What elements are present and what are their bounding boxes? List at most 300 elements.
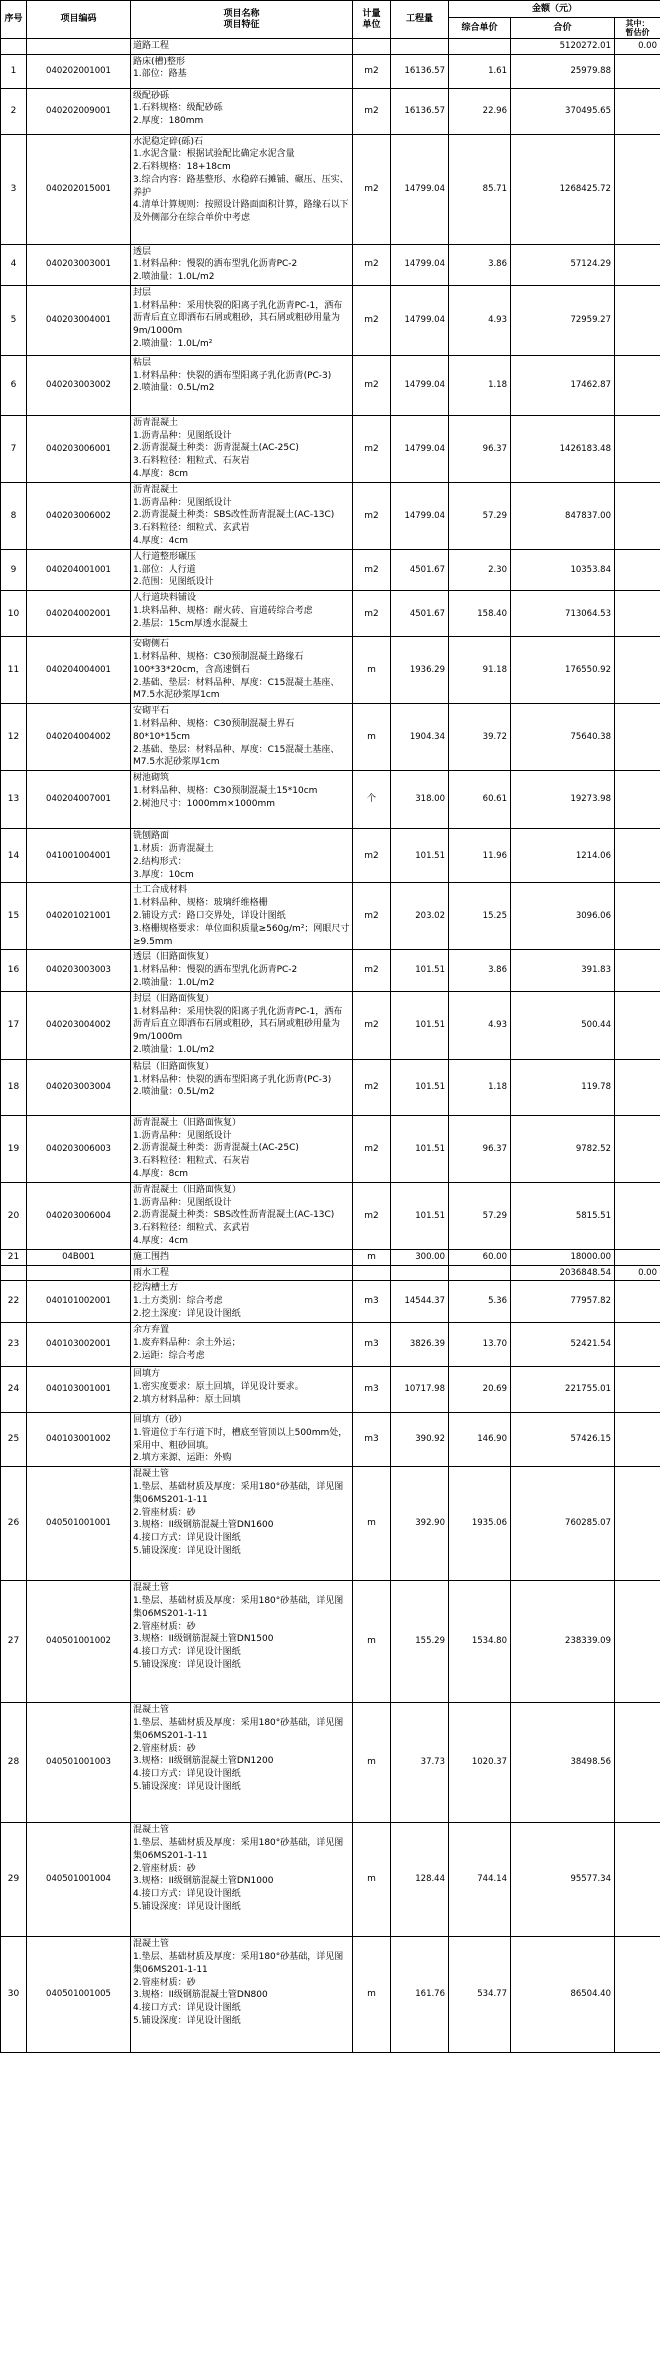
row-qty: 101.51 [391,950,449,991]
table-row [1,244,660,285]
row-seq: 17 [1,991,27,1059]
row-name-features: 封层（旧路面恢复） 1.材料品种：采用快裂的阳离子乳化沥青PC-1，洒布沥青后直立即洒布石屑或粗砂，其石屑或粗砂用量为9m/1000m 2.喷油量：1.0L/m2 [131,991,353,1059]
row-estimate [615,1703,660,1823]
row-total: 19273.98 [511,771,615,829]
row-estimate [615,88,660,134]
section-row [1,39,660,55]
section-estimate: 0.00 [615,1265,660,1281]
row-code: 040501001001 [27,1467,131,1581]
section-row [1,1265,660,1281]
row-unit: m2 [353,415,391,482]
row-name-features: 回填方 1.密实度要求：原土回填，详见设计要求。 2.填方材料品种：原土回填 [131,1367,353,1413]
row-name-features: 水泥稳定碎(砾)石 1.水泥含量：根据试验配比确定水泥含量 2.石料规格：18+18cm 3.综合内容：路基整形、水稳碎石摊铺、碾压、压实、养护 4.清单计算规则：按照设计路面面积计算，路缘石以下及外侧部分在综合单价中考虑 [131,134,353,244]
row-qty: 161.76 [391,1937,449,2053]
row-estimate [615,244,660,285]
row-name-features: 透层 1.材料品种：慢裂的洒布型乳化沥青PC-2 2.喷油量：1.0L/m2 [131,244,353,285]
row-unit: m3 [353,1323,391,1367]
table-row [1,829,660,883]
row-seq: 1 [1,54,27,88]
row-total: 500.44 [511,991,615,1059]
row-name-features: 余方弃置 1.废弃料品种：余土外运； 2.运距：综合考虑 [131,1323,353,1367]
header-amount-group: 金额（元） [449,1,660,18]
row-unit: 个 [353,771,391,829]
row-qty: 203.02 [391,883,449,950]
row-unit: m2 [353,355,391,415]
section-estimate: 0.00 [615,39,660,55]
row-name-features: 人行道整形碾压 1.部位：人行道 2.范围：见图纸设计 [131,549,353,590]
row-unit-price: 1.18 [449,1059,511,1115]
row-name-features: 人行道块料铺设 1.块料品种、规格：耐火砖、盲道砖综合考虑 2.基层：15cm厚透水混凝土 [131,591,353,637]
row-unit-price: 1.61 [449,54,511,88]
row-seq: 4 [1,244,27,285]
row-qty: 101.51 [391,1059,449,1115]
header-code: 项目编码 [27,1,131,39]
table-row [1,883,660,950]
row-estimate [615,482,660,549]
row-unit: m2 [353,88,391,134]
row-unit-price: 3.86 [449,244,511,285]
row-qty: 16136.57 [391,88,449,134]
row-unit: m3 [353,1413,391,1467]
row-total: 760285.07 [511,1467,615,1581]
row-qty: 14799.04 [391,415,449,482]
row-code: 040103002001 [27,1323,131,1367]
header-name-line1: 项目名称 [223,8,260,19]
row-total: 5815.51 [511,1182,615,1249]
row-estimate [615,1467,660,1581]
row-total: 847837.00 [511,482,615,549]
row-seq: 18 [1,1059,27,1115]
table-row [1,1323,660,1367]
table-row [1,771,660,829]
section-unit-cell [353,39,391,55]
row-code: 040203004001 [27,285,131,355]
row-qty: 4501.67 [391,549,449,590]
header-unit-line1: 计量 [362,8,381,19]
row-name-features: 回填方（砂） 1.管道位于车行道下时，槽底至管顶以上500mm处，采用中、粗砂回填。 2.填方来源、运距：外购 [131,1413,353,1467]
row-unit-price: 1935.06 [449,1467,511,1581]
row-estimate [615,991,660,1059]
row-seq: 13 [1,771,27,829]
row-total: 38498.56 [511,1703,615,1823]
table-row [1,549,660,590]
row-code: 040202009001 [27,88,131,134]
table-row [1,134,660,244]
row-unit-price: 534.77 [449,1937,511,2053]
row-unit: m2 [353,1182,391,1249]
row-unit: m2 [353,285,391,355]
row-total: 1214.06 [511,829,615,883]
row-estimate [615,771,660,829]
row-total: 1268425.72 [511,134,615,244]
row-code: 04B001 [27,1249,131,1265]
header-est-line1: 其中： [625,19,650,28]
row-estimate [615,1823,660,1937]
row-unit-price: 158.40 [449,591,511,637]
row-name-features: 级配砂砾 1.石料规格：级配砂砾 2.厚度：180mm [131,88,353,134]
section-title: 道路工程 [131,39,353,55]
table-row [1,285,660,355]
row-estimate [615,1367,660,1413]
row-code: 040203003003 [27,950,131,991]
row-qty: 390.92 [391,1413,449,1467]
table-row [1,704,660,771]
row-qty: 128.44 [391,1823,449,1937]
row-unit: m2 [353,1115,391,1182]
row-unit-price: 39.72 [449,704,511,771]
row-seq: 12 [1,704,27,771]
row-qty: 392.90 [391,1467,449,1581]
row-total: 176550.92 [511,637,615,704]
row-unit-price: 1020.37 [449,1703,511,1823]
row-estimate [615,1115,660,1182]
row-seq: 27 [1,1581,27,1703]
row-estimate [615,54,660,88]
table-row [1,1059,660,1115]
header-qty: 工程量 [391,1,449,39]
row-unit: m [353,1937,391,2053]
row-total: 10353.84 [511,549,615,590]
row-code: 041001004001 [27,829,131,883]
row-unit: m [353,1581,391,1703]
row-unit-price: 60.00 [449,1249,511,1265]
row-name-features: 安砌侧石 1.材料品种、规格：C30预制混凝土路缘石100*33*20cm，含高速倒石 2.基础、垫层：材料品种、厚度：C15混凝土基座、M7.5水泥砂浆厚1cm [131,637,353,704]
table-body [1,39,660,2053]
row-total: 57124.29 [511,244,615,285]
row-seq: 5 [1,285,27,355]
row-seq: 7 [1,415,27,482]
row-qty: 101.51 [391,1182,449,1249]
row-qty: 14799.04 [391,285,449,355]
row-name-features: 混凝土管 1.垫层、基础材质及厚度：采用180°砂基础，详见图集06MS201-1-11 2.管座材质：砂 3.规格：II级钢筋混凝土管DN1200 4.接口方式：详见设计图纸 5.铺设深度：详见设计图纸 [131,1703,353,1823]
row-total: 75640.38 [511,704,615,771]
row-seq: 16 [1,950,27,991]
header-est-line2: 暂估价 [625,28,650,37]
row-seq: 2 [1,88,27,134]
row-code: 040203003004 [27,1059,131,1115]
header-seq: 序号 [1,1,27,39]
row-estimate [615,415,660,482]
row-estimate [615,1323,660,1367]
section-code-cell [27,1265,131,1281]
row-unit-price: 4.93 [449,285,511,355]
table-row [1,1823,660,1937]
row-seq: 8 [1,482,27,549]
row-seq: 30 [1,1937,27,2053]
row-code: 040204002001 [27,591,131,637]
row-qty: 1936.29 [391,637,449,704]
row-estimate [615,1937,660,2053]
row-unit-price: 60.61 [449,771,511,829]
row-unit: m2 [353,54,391,88]
row-code: 040501001004 [27,1823,131,1937]
row-name-features: 混凝土管 1.垫层、基础材质及厚度：采用180°砂基础，详见图集06MS201-1-11 2.管座材质：砂 3.规格：II级钢筋混凝土管DN1000 4.接口方式：详见设计图纸 5.铺设深度：详见设计图纸 [131,1823,353,1937]
row-unit-price: 13.70 [449,1323,511,1367]
table-row [1,591,660,637]
row-seq: 28 [1,1703,27,1823]
row-seq: 26 [1,1467,27,1581]
section-seq-cell [1,39,27,55]
section-seq-cell [1,1265,27,1281]
row-code: 040203003002 [27,355,131,415]
row-name-features: 铣刨路面 1.材质：沥青混凝土 2.结构形式： 3.厚度：10cm [131,829,353,883]
row-total: 238339.09 [511,1581,615,1703]
row-code: 040201021001 [27,883,131,950]
row-name-features: 沥青混凝土 1.沥青品种：见图纸设计 2.沥青混凝土种类：沥青混凝土(AC-25C) 3.石料粒径：粗粒式、石灰岩 4.厚度：8cm [131,415,353,482]
table-row [1,1281,660,1323]
row-qty: 101.51 [391,829,449,883]
row-unit: m [353,1703,391,1823]
row-total: 9782.52 [511,1115,615,1182]
row-estimate [615,637,660,704]
header-unit-line2: 单位 [362,19,381,30]
row-unit-price: 744.14 [449,1823,511,1937]
row-code: 040101002001 [27,1281,131,1323]
row-qty: 101.51 [391,1115,449,1182]
row-seq: 29 [1,1823,27,1937]
row-unit: m2 [353,883,391,950]
table-row [1,1581,660,1703]
row-total: 391.83 [511,950,615,991]
row-estimate [615,549,660,590]
row-name-features: 安砌平石 1.材料品种、规格：C30预制混凝土界石80*10*15cm 2.基础、垫层：材料品种、厚度：C15混凝土基座、M7.5水泥砂浆厚1cm [131,704,353,771]
row-qty: 101.51 [391,991,449,1059]
row-unit: m2 [353,950,391,991]
row-seq: 10 [1,591,27,637]
row-unit: m2 [353,482,391,549]
table-row [1,991,660,1059]
row-total: 1426183.48 [511,415,615,482]
row-unit: m2 [353,1059,391,1115]
row-code: 040204004001 [27,637,131,704]
row-seq: 20 [1,1182,27,1249]
row-code: 040501001002 [27,1581,131,1703]
row-total: 57426.15 [511,1413,615,1467]
row-qty: 318.00 [391,771,449,829]
row-seq: 24 [1,1367,27,1413]
row-estimate [615,883,660,950]
row-name-features: 混凝土管 1.垫层、基础材质及厚度：采用180°砂基础，详见图集06MS201-1-11 2.管座材质：砂 3.规格：II级钢筋混凝土管DN1500 4.接口方式：详见设计图纸 5.铺设深度：详见设计图纸 [131,1581,353,1703]
row-seq: 11 [1,637,27,704]
table-row [1,1367,660,1413]
row-name-features: 施工围挡 [131,1249,353,1265]
row-unit: m2 [353,591,391,637]
row-estimate [615,591,660,637]
table-row [1,482,660,549]
row-code: 040501001003 [27,1703,131,1823]
section-qty-cell [391,39,449,55]
row-estimate [615,1249,660,1265]
row-unit: m2 [353,244,391,285]
row-unit: m [353,637,391,704]
section-price-cell [449,39,511,55]
table-row [1,1413,660,1467]
row-total: 713064.53 [511,591,615,637]
row-seq: 19 [1,1115,27,1182]
row-code: 040204007001 [27,771,131,829]
row-name-features: 粘层 1.材料品种：快裂的洒布型阳离子乳化沥青(PC-3) 2.喷油量：0.5L/m2 [131,355,353,415]
table-row [1,1703,660,1823]
row-name-features: 混凝土管 1.垫层、基础材质及厚度：采用180°砂基础，详见图集06MS201-1-11 2.管座材质：砂 3.规格：II级钢筋混凝土管DN800 4.接口方式：详见设计图纸 5.铺设深度：详见设计图纸 [131,1937,353,2053]
table-row [1,415,660,482]
row-total: 370495.65 [511,88,615,134]
row-estimate [615,829,660,883]
row-qty: 1904.34 [391,704,449,771]
row-code: 040202015001 [27,134,131,244]
row-total: 77957.82 [511,1281,615,1323]
row-name-features: 路床(槽)整形 1.部位：路基 [131,54,353,88]
row-unit: m2 [353,829,391,883]
row-unit-price: 5.36 [449,1281,511,1323]
header-estimate [615,18,660,39]
row-seq: 6 [1,355,27,415]
row-unit-price: 1.18 [449,355,511,415]
row-estimate [615,704,660,771]
table-row [1,1115,660,1182]
row-qty: 3826.39 [391,1323,449,1367]
row-code: 040103001001 [27,1367,131,1413]
row-code: 040204004002 [27,704,131,771]
table-row [1,950,660,991]
header-name-line2: 项目特征 [223,19,260,30]
row-name-features: 沥青混凝土（旧路面恢复） 1.沥青品种：见图纸设计 2.沥青混凝土种类：SBS改性沥青混凝土(AC-13C) 3.石料粒径：细粒式、玄武岩 4.厚度：4cm [131,1182,353,1249]
row-unit-price: 15.25 [449,883,511,950]
row-estimate [615,285,660,355]
row-unit-price: 96.37 [449,1115,511,1182]
row-estimate [615,355,660,415]
row-name-features: 挖沟槽土方 1.土方类别：综合考虑 2.挖土深度：详见设计图纸 [131,1281,353,1323]
row-unit: m [353,1249,391,1265]
row-code: 040204001001 [27,549,131,590]
row-unit-price: 4.93 [449,991,511,1059]
table-row [1,1937,660,2053]
row-qty: 14799.04 [391,355,449,415]
row-seq: 23 [1,1323,27,1367]
row-total: 52421.54 [511,1323,615,1367]
header-name [131,1,353,39]
header-total: 合价 [511,18,615,39]
row-unit: m [353,704,391,771]
section-unit-cell [353,1265,391,1281]
row-total: 119.78 [511,1059,615,1115]
row-seq: 14 [1,829,27,883]
row-qty: 14799.04 [391,134,449,244]
row-code: 040103001002 [27,1413,131,1467]
row-seq: 21 [1,1249,27,1265]
row-qty: 14799.04 [391,482,449,549]
row-code: 040203006003 [27,1115,131,1182]
row-total: 3096.06 [511,883,615,950]
row-seq: 22 [1,1281,27,1323]
row-estimate [615,1413,660,1467]
section-title: 雨水工程 [131,1265,353,1281]
table-row [1,637,660,704]
row-total: 25979.88 [511,54,615,88]
section-price-cell [449,1265,511,1281]
row-qty: 4501.67 [391,591,449,637]
row-seq: 15 [1,883,27,950]
row-estimate [615,1059,660,1115]
row-total: 221755.01 [511,1367,615,1413]
row-estimate [615,1182,660,1249]
row-unit: m3 [353,1281,391,1323]
header-unit-price: 综合单价 [449,18,511,39]
table-row [1,88,660,134]
row-seq: 9 [1,549,27,590]
row-qty: 155.29 [391,1581,449,1703]
row-qty: 14544.37 [391,1281,449,1323]
row-code: 040203006002 [27,482,131,549]
table-row [1,355,660,415]
row-qty: 16136.57 [391,54,449,88]
row-qty: 300.00 [391,1249,449,1265]
section-qty-cell [391,1265,449,1281]
row-qty: 37.73 [391,1703,449,1823]
row-code: 040203003001 [27,244,131,285]
row-unit-price: 57.29 [449,1182,511,1249]
row-unit: m [353,1467,391,1581]
row-name-features: 沥青混凝土（旧路面恢复） 1.沥青品种：见图纸设计 2.沥青混凝土种类：沥青混凝土(AC-25C) 3.石料粒径：粗粒式、石灰岩 4.厚度：8cm [131,1115,353,1182]
row-name-features: 封层 1.材料品种：采用快裂的阳离子乳化沥青PC-1，洒布沥青后直立即洒布石屑或粗砂，其石屑或粗砂用量为9m/1000m 2.喷油量：1.0L/m² [131,285,353,355]
row-unit-price: 3.86 [449,950,511,991]
row-qty: 10717.98 [391,1367,449,1413]
row-estimate [615,950,660,991]
row-unit-price: 146.90 [449,1413,511,1467]
row-unit-price: 20.69 [449,1367,511,1413]
row-unit-price: 91.18 [449,637,511,704]
row-total: 72959.27 [511,285,615,355]
row-unit: m2 [353,549,391,590]
row-qty: 14799.04 [391,244,449,285]
row-estimate [615,1581,660,1703]
row-seq: 3 [1,134,27,244]
row-unit-price: 57.29 [449,482,511,549]
header-unit [353,1,391,39]
row-unit: m2 [353,991,391,1059]
row-name-features: 透层（旧路面恢复） 1.材料品种：慢裂的洒布型乳化沥青PC-2 2.喷油量：1.0L/m2 [131,950,353,991]
row-total: 18000.00 [511,1249,615,1265]
row-total: 86504.40 [511,1937,615,2053]
row-name-features: 土工合成材料 1.材料品种、规格：玻璃纤维格栅 2.铺设方式：路口交界处，详设计图纸 3.格栅规格要求：单位面积质量≥560g/m²；网眼尺寸≥9.5mm [131,883,353,950]
row-unit-price: 96.37 [449,415,511,482]
section-total: 2036848.54 [511,1265,615,1281]
row-unit-price: 22.96 [449,88,511,134]
row-name-features: 混凝土管 1.垫层、基础材质及厚度：采用180°砂基础，详见图集06MS201-1-11 2.管座材质：砂 3.规格：II级钢筋混凝土管DN1600 4.接口方式：详见设计图纸 5.铺设深度：详见设计图纸 [131,1467,353,1581]
row-unit-price: 11.96 [449,829,511,883]
row-estimate [615,1281,660,1323]
row-name-features: 粘层（旧路面恢复） 1.材料品种：快裂的洒布型阳离子乳化沥青(PC-3) 2.喷油量：0.5L/m2 [131,1059,353,1115]
table-row [1,1467,660,1581]
row-code: 040203006004 [27,1182,131,1249]
row-unit: m [353,1823,391,1937]
section-total: 5120272.01 [511,39,615,55]
row-seq: 25 [1,1413,27,1467]
row-estimate [615,134,660,244]
row-unit-price: 2.30 [449,549,511,590]
section-code-cell [27,39,131,55]
row-unit-price: 85.71 [449,134,511,244]
row-code: 040203006001 [27,415,131,482]
row-total: 95577.34 [511,1823,615,1937]
table-row [1,1182,660,1249]
row-name-features: 沥青混凝土 1.沥青品种：见图纸设计 2.沥青混凝土种类：SBS改性沥青混凝土(AC-13C) 3.石料粒径：细粒式、玄武岩 4.厚度：4cm [131,482,353,549]
row-name-features: 树池砌筑 1.材料品种、规格：C30预制混凝土15*10cm 2.树池尺寸：1000mm×1000mm [131,771,353,829]
table-row [1,54,660,88]
row-code: 040203004002 [27,991,131,1059]
row-code: 040202001001 [27,54,131,88]
row-unit: m3 [353,1367,391,1413]
row-unit: m2 [353,134,391,244]
